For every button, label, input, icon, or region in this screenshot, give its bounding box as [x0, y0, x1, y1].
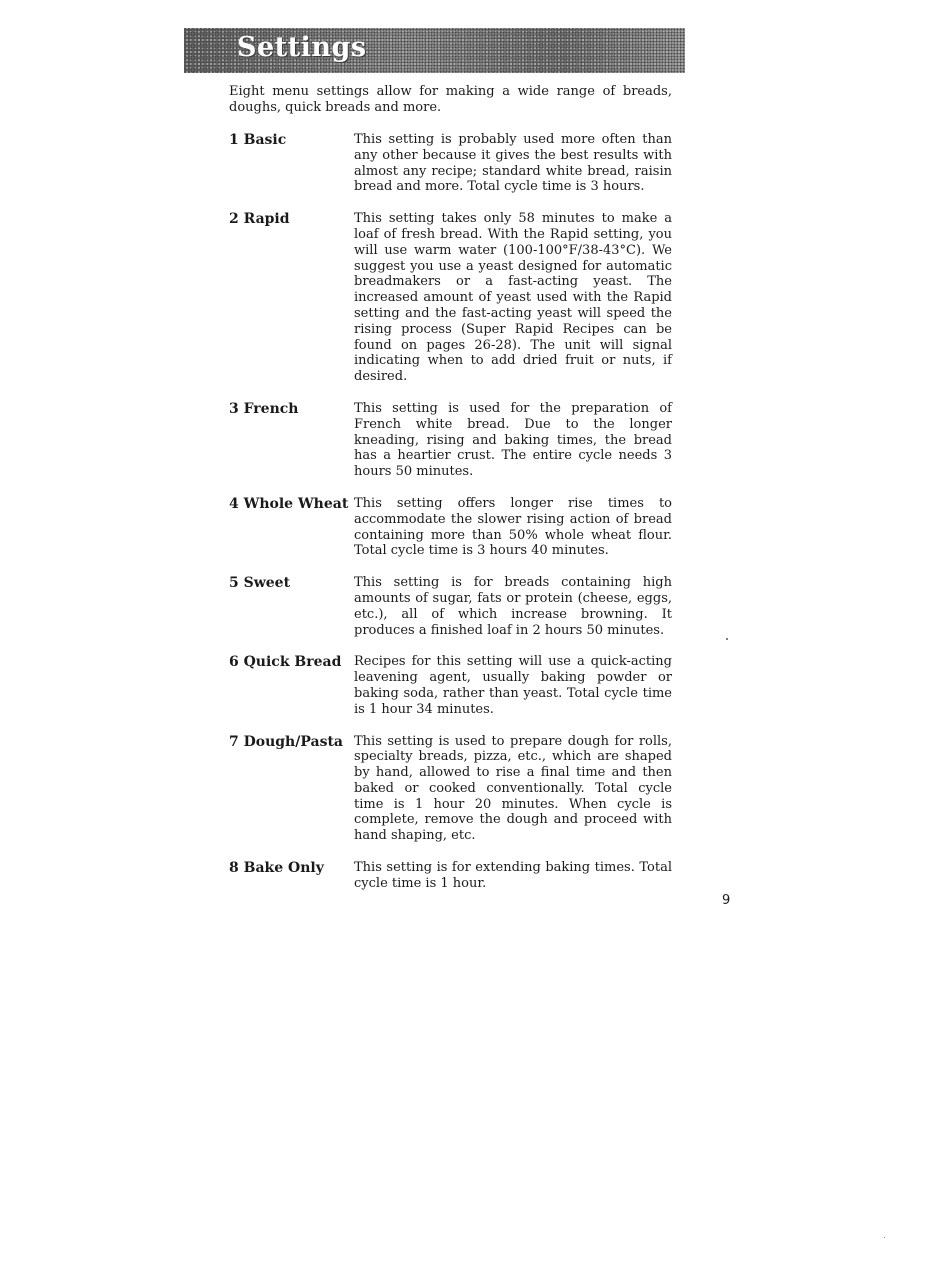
- setting-term: 3 French: [229, 400, 299, 417]
- setting-term: 4 Whole Wheat: [229, 495, 349, 512]
- setting-description: This setting is used to prepare dough for rolls, specialty breads, pizza, etc., which are shaped by hand, allowed to rise a final time and then baked or cooked conventionally. Total cycle time is 1 hour 20 minutes. When cycle is complete, remove the dough and proceed with hand shaping, etc.: [354, 733, 672, 844]
- scan-speck: [726, 638, 728, 640]
- setting-term: 1 Basic: [229, 132, 287, 148]
- setting-item-dough-pasta: [229, 734, 672, 845]
- page-title: Settings: [237, 32, 367, 63]
- scan-speck: [884, 1237, 885, 1238]
- setting-description: This setting is for breads containing high amounts of sugar, fats or protein (cheese, eggs, etc.), all of which increase browning. It produces a finished loaf in 2 hours 50 minutes.: [354, 575, 672, 638]
- setting-term: 7 Dough/Pasta: [229, 733, 343, 750]
- intro-paragraph: Eight menu settings allow for making a wide range of breads, doughs, quick breads and more.: [229, 84, 672, 115]
- setting-description: This setting is probably used more often than any other because it gives the best results with almost any recipe; standard white bread, raisin bread and more. Total cycle time is 3 hours.: [354, 132, 672, 195]
- setting-item-rapid: [229, 211, 672, 385]
- setting-item-quick-bread: [229, 654, 672, 717]
- setting-description: This setting is used for the preparation of French white bread. Due to the longer kneading, rising and baking times, the bread has a heartier crust. The entire cycle needs 3 hours 50 minutes.: [354, 400, 672, 480]
- setting-item-bake-only: [229, 860, 672, 892]
- setting-description: Recipes for this setting will use a quick-acting leavening agent, usually baking powder or baking soda, rather than yeast. Total cycle time is 1 hour 34 minutes.: [354, 654, 672, 717]
- settings-list: [229, 132, 672, 908]
- setting-item-basic: [229, 132, 672, 195]
- setting-item-french: [229, 401, 672, 480]
- setting-item-whole-wheat: [229, 496, 672, 559]
- setting-description: This setting is for extending baking times. Total cycle time is 1 hour.: [354, 860, 672, 891]
- setting-term: 2 Rapid: [229, 211, 290, 228]
- setting-description: This setting takes only 58 minutes to make a loaf of fresh bread. With the Rapid setting, you will use warm water (100-100°F/38-43°C). We suggest you use a yeast designed for automatic breadmakers or a fast-acting yeast. The increased amount of yeast used with the Rapid setting and the fast-acting yeast will speed the rising process (Super Rapid Recipes can be found on pages 26-28). The unit will signal indicating when to add dried fruit or nuts, if desired.: [354, 211, 672, 385]
- setting-term: 8 Bake Only: [229, 860, 324, 877]
- setting-description: This setting offers longer rise times to accommodate the slower rising action of bread containing more than 50% whole wheat flour. Total cycle time is 3 hours 40 minutes.: [354, 495, 672, 559]
- page-number: 9: [722, 893, 731, 908]
- setting-item-sweet: [229, 575, 672, 638]
- settings-header-banner: [184, 28, 685, 73]
- setting-term: 6 Quick Bread: [229, 654, 342, 671]
- setting-term: 5 Sweet: [229, 575, 291, 592]
